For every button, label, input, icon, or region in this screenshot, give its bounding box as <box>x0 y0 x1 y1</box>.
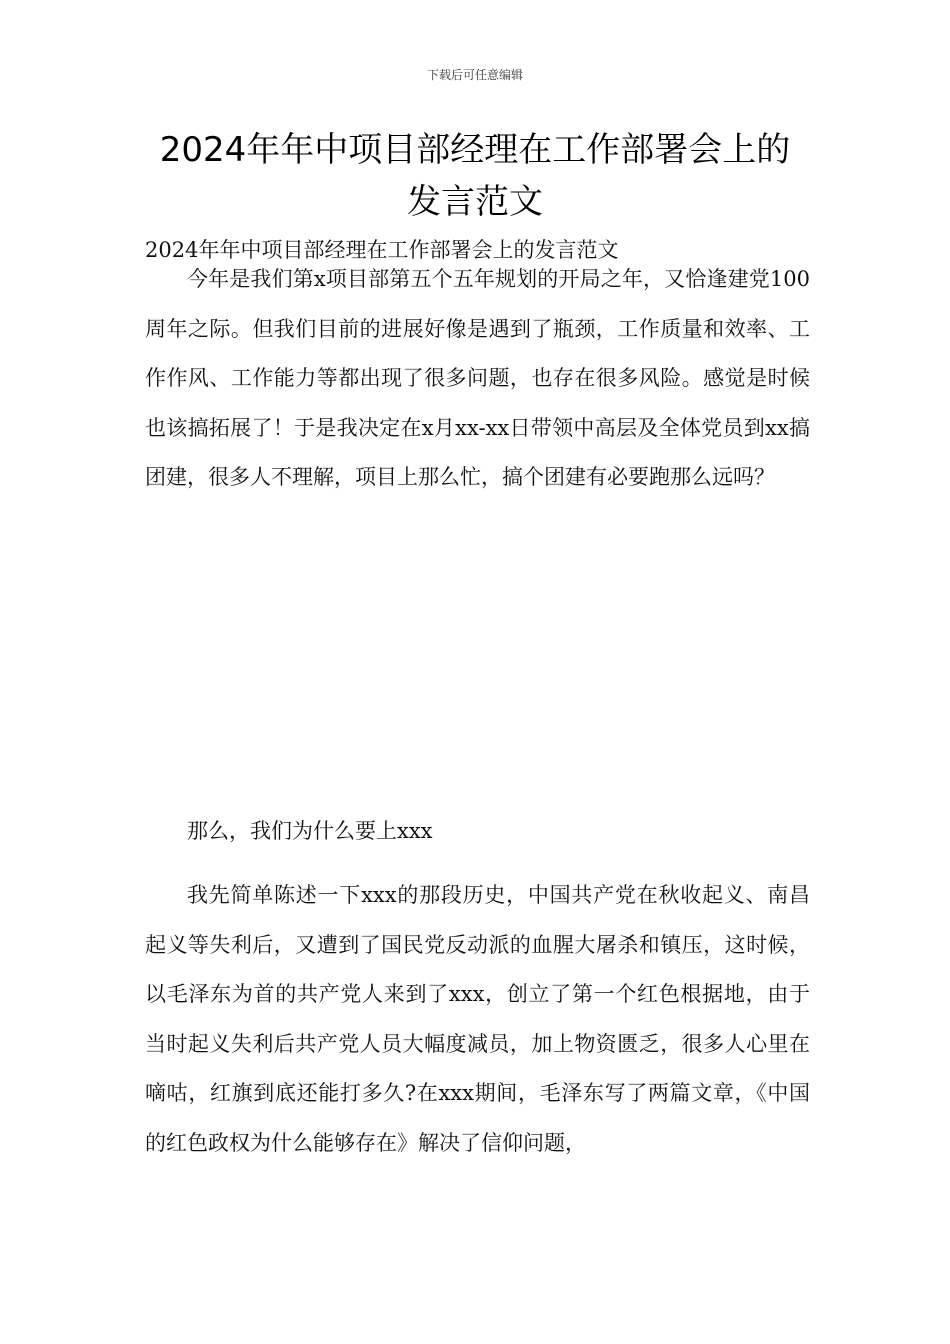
paragraph-3 <box>145 871 810 1168</box>
page-header: 下载后可任意编辑 <box>426 68 523 82</box>
paragraph-text: 我先简单陈述一下xxx的那段历史，中国共产党在秋收起义、南昌起义等失利后，又遭到了国民党反动派的血腥大屠杀和镇压，这时候，以毛泽东为首的共产党人来到了xxx，创立了第一个红色根据地，由于当时起义失利后共产党人员大幅度减员，加上物资匮乏，很多人心里在嘀咕，红旗到底还能打多久?在xxx期间，毛泽东写了两篇文章，《中国的红色政权为什么能够存在》解决了信仰问题， <box>145 883 810 1155</box>
paragraph-text: 那么，我们为什么要上xxx <box>187 819 433 843</box>
title-line-1: 2024年年中项目部经理在工作部署会上的 <box>159 130 791 170</box>
title-line-2: 发言范文 <box>407 182 543 222</box>
paragraph-1 <box>145 255 810 503</box>
paragraph-text: 今年是我们第x项目部第五个五年规划的开局之年，又恰逢建党100周年之际。但我们目前的进展好像是遇到了瓶颈，工作质量和效率、工作作风、工作能力等都出现了很多问题，也存在很多风险。感觉是时候也该搞拓展了！于是我决定在x月xx-xx日带领中高层及全体党员到xx搞团建，很多人不理解，项目上那么忙，搞个团建有必要跑那么远吗？ <box>145 267 810 489</box>
document-title <box>120 124 830 228</box>
paragraph-2 <box>145 807 810 857</box>
document-subtitle: 2024年年中项目部经理在工作部署会上的发言范文 <box>145 238 619 262</box>
